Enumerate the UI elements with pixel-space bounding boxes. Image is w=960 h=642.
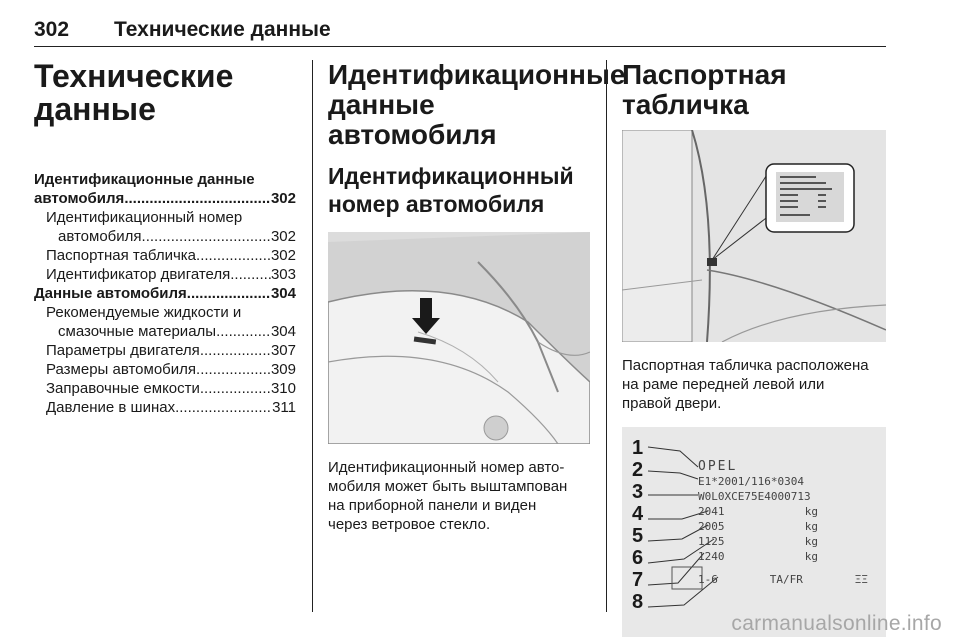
page-header xyxy=(34,10,886,47)
toc-entry[interactable]: Идентификационные данные автомобиля ..... 302 xyxy=(34,170,296,208)
table-of-contents xyxy=(34,170,296,417)
page-number: 302 xyxy=(34,18,70,41)
toc-entry[interactable]: Паспортная табличка ..... 302 xyxy=(34,246,296,265)
watermark: carmanualsonline.info xyxy=(731,612,942,635)
column-divider xyxy=(312,60,313,612)
door-frame-illustration xyxy=(622,130,886,342)
subsection-heading: Идентификационный номер автомобиля xyxy=(328,163,574,217)
toc-entry[interactable]: Идентификационный номер автомобиля ..... 302 xyxy=(34,208,296,246)
column-id-plate xyxy=(622,60,886,637)
vin-location-figure xyxy=(328,232,590,444)
column-divider xyxy=(606,60,607,612)
toc-entry[interactable]: Размеры автомобиля ..... 309 xyxy=(34,360,296,379)
plate-caption: Паспортная табличка расположена на раме передней левой или правой двери. xyxy=(622,357,869,412)
section-heading: Идентификационные данные автомобиля xyxy=(328,59,626,150)
toc-entry[interactable]: Параметры двигателя ..... 307 xyxy=(34,341,296,360)
vin-caption: Идентификационный номер авто- мобиля может быть выштампован на приборной панели и виден через ветровое стекло. xyxy=(328,459,568,533)
toc-entry[interactable]: Идентификатор двигателя ..... 303 xyxy=(34,265,296,284)
plate-text: OPEL E1*2001/116*0304 W0L0XCE75E4000713 2041 kg 2005 kg 1125 kg 1240 kg 1-6 TA/FR ΞΞ xyxy=(698,459,868,586)
toc-entry[interactable]: Данные автомобиля ..... 304 xyxy=(34,284,296,303)
plate-location-figure xyxy=(622,130,886,342)
column-vehicle-id xyxy=(328,59,626,534)
id-plate-figure xyxy=(622,427,886,637)
windshield-illustration xyxy=(328,232,590,444)
running-title: Технические данные xyxy=(114,18,331,41)
toc-entry[interactable]: Заправочные емкости ..... 310 xyxy=(34,379,296,398)
toc-entry[interactable]: Рекомендуемые жидкости и смазочные материалы ..... 304 xyxy=(34,303,296,341)
toc-entry[interactable]: Давление в шинах ..... 311 xyxy=(34,398,296,417)
callout-numbers: 1 2 3 4 5 6 7 8 xyxy=(632,437,644,613)
chapter-title: Технические данные xyxy=(34,58,234,127)
section-heading: Паспортная табличка xyxy=(622,59,787,120)
column-contents xyxy=(34,60,296,417)
